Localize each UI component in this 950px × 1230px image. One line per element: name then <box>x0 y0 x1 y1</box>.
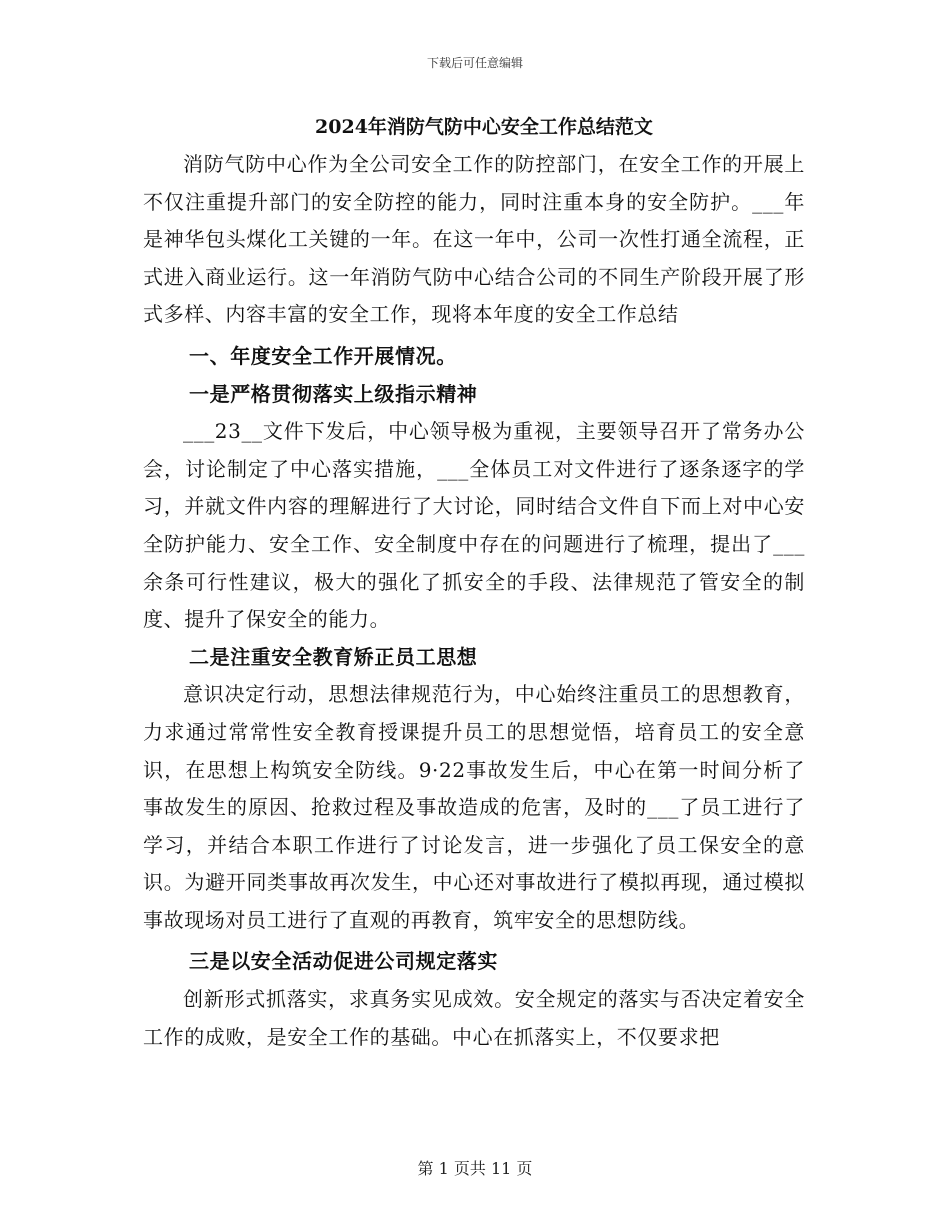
page-header-note: 下载后可任意编辑 <box>426 56 523 70</box>
subsection-body-2: 意识决定行动，思想法律规范行为，中心始终注重员工的思想教育，力求通过常常性安全教育授课提升员工的思想觉悟，培育员工的安全意识，在思想上构筑安全防线。9·22事故发生后，中心在第一时间分析了事故发生的原因、抢救过程及事故造成的危害，及时的___了员工进行了学习，并结合本职工作进行了讨论发言，进一步强化了员工保安全的意识。为避开同类事故再次发生，中心还对事故进行了模拟再现，通过模拟事故现场对员工进行了直观的再教育，筑牢安全的思想防线。 <box>143 682 805 932</box>
document-title: 2024年消防气防中心安全工作总结范文 <box>315 116 653 138</box>
subsection-body-1: ___23__文件下发后，中心领导极为重视，主要领导召开了常务办公会，讨论制定了中心落实措施，___全体员工对文件进行了逐条逐字的学习，并就文件内容的理解进行了大讨论，同时结合文件自下而上对中心安全防护能力、安全工作、安全制度中存在的问题进行了梳理，提出了___余条可行性建议，极大的强化了抓安全的手段、法律规范了管安全的制度、提升了保安全的能力。 <box>143 419 805 632</box>
intro-paragraph: 消防气防中心作为全公司安全工作的防控部门，在安全工作的开展上不仅注重提升部门的安全防控的能力，同时注重本身的安全防护。___年是神华包头煤化工关键的一年。在这一年中，公司一次性打通全流程，正式进入商业运行。这一年消防气防中心结合公司的不同生产阶段开展了形式多样、内容丰富的安全工作，现将本年度的安全工作总结 <box>143 152 805 327</box>
subsection-heading-1: 一是严格贯彻落实上级指示精神 <box>189 381 478 406</box>
subsection-body-3: 创新形式抓落实，求真务实见成效。安全规定的落实与否决定着安全工作的成败，是安全工作的基础。中心在抓落实上，不仅要求把 <box>143 987 805 1049</box>
subsection-heading-3: 三是以安全活动促进公司规定落实 <box>189 949 498 974</box>
subsection-heading-2: 二是注重安全教育矫正员工思想 <box>189 644 478 669</box>
section-heading-1: 一、年度安全工作开展情况。 <box>189 343 457 368</box>
page-number: 第 1 页共 11 页 <box>417 1159 533 1178</box>
document-body <box>143 112 805 1056</box>
